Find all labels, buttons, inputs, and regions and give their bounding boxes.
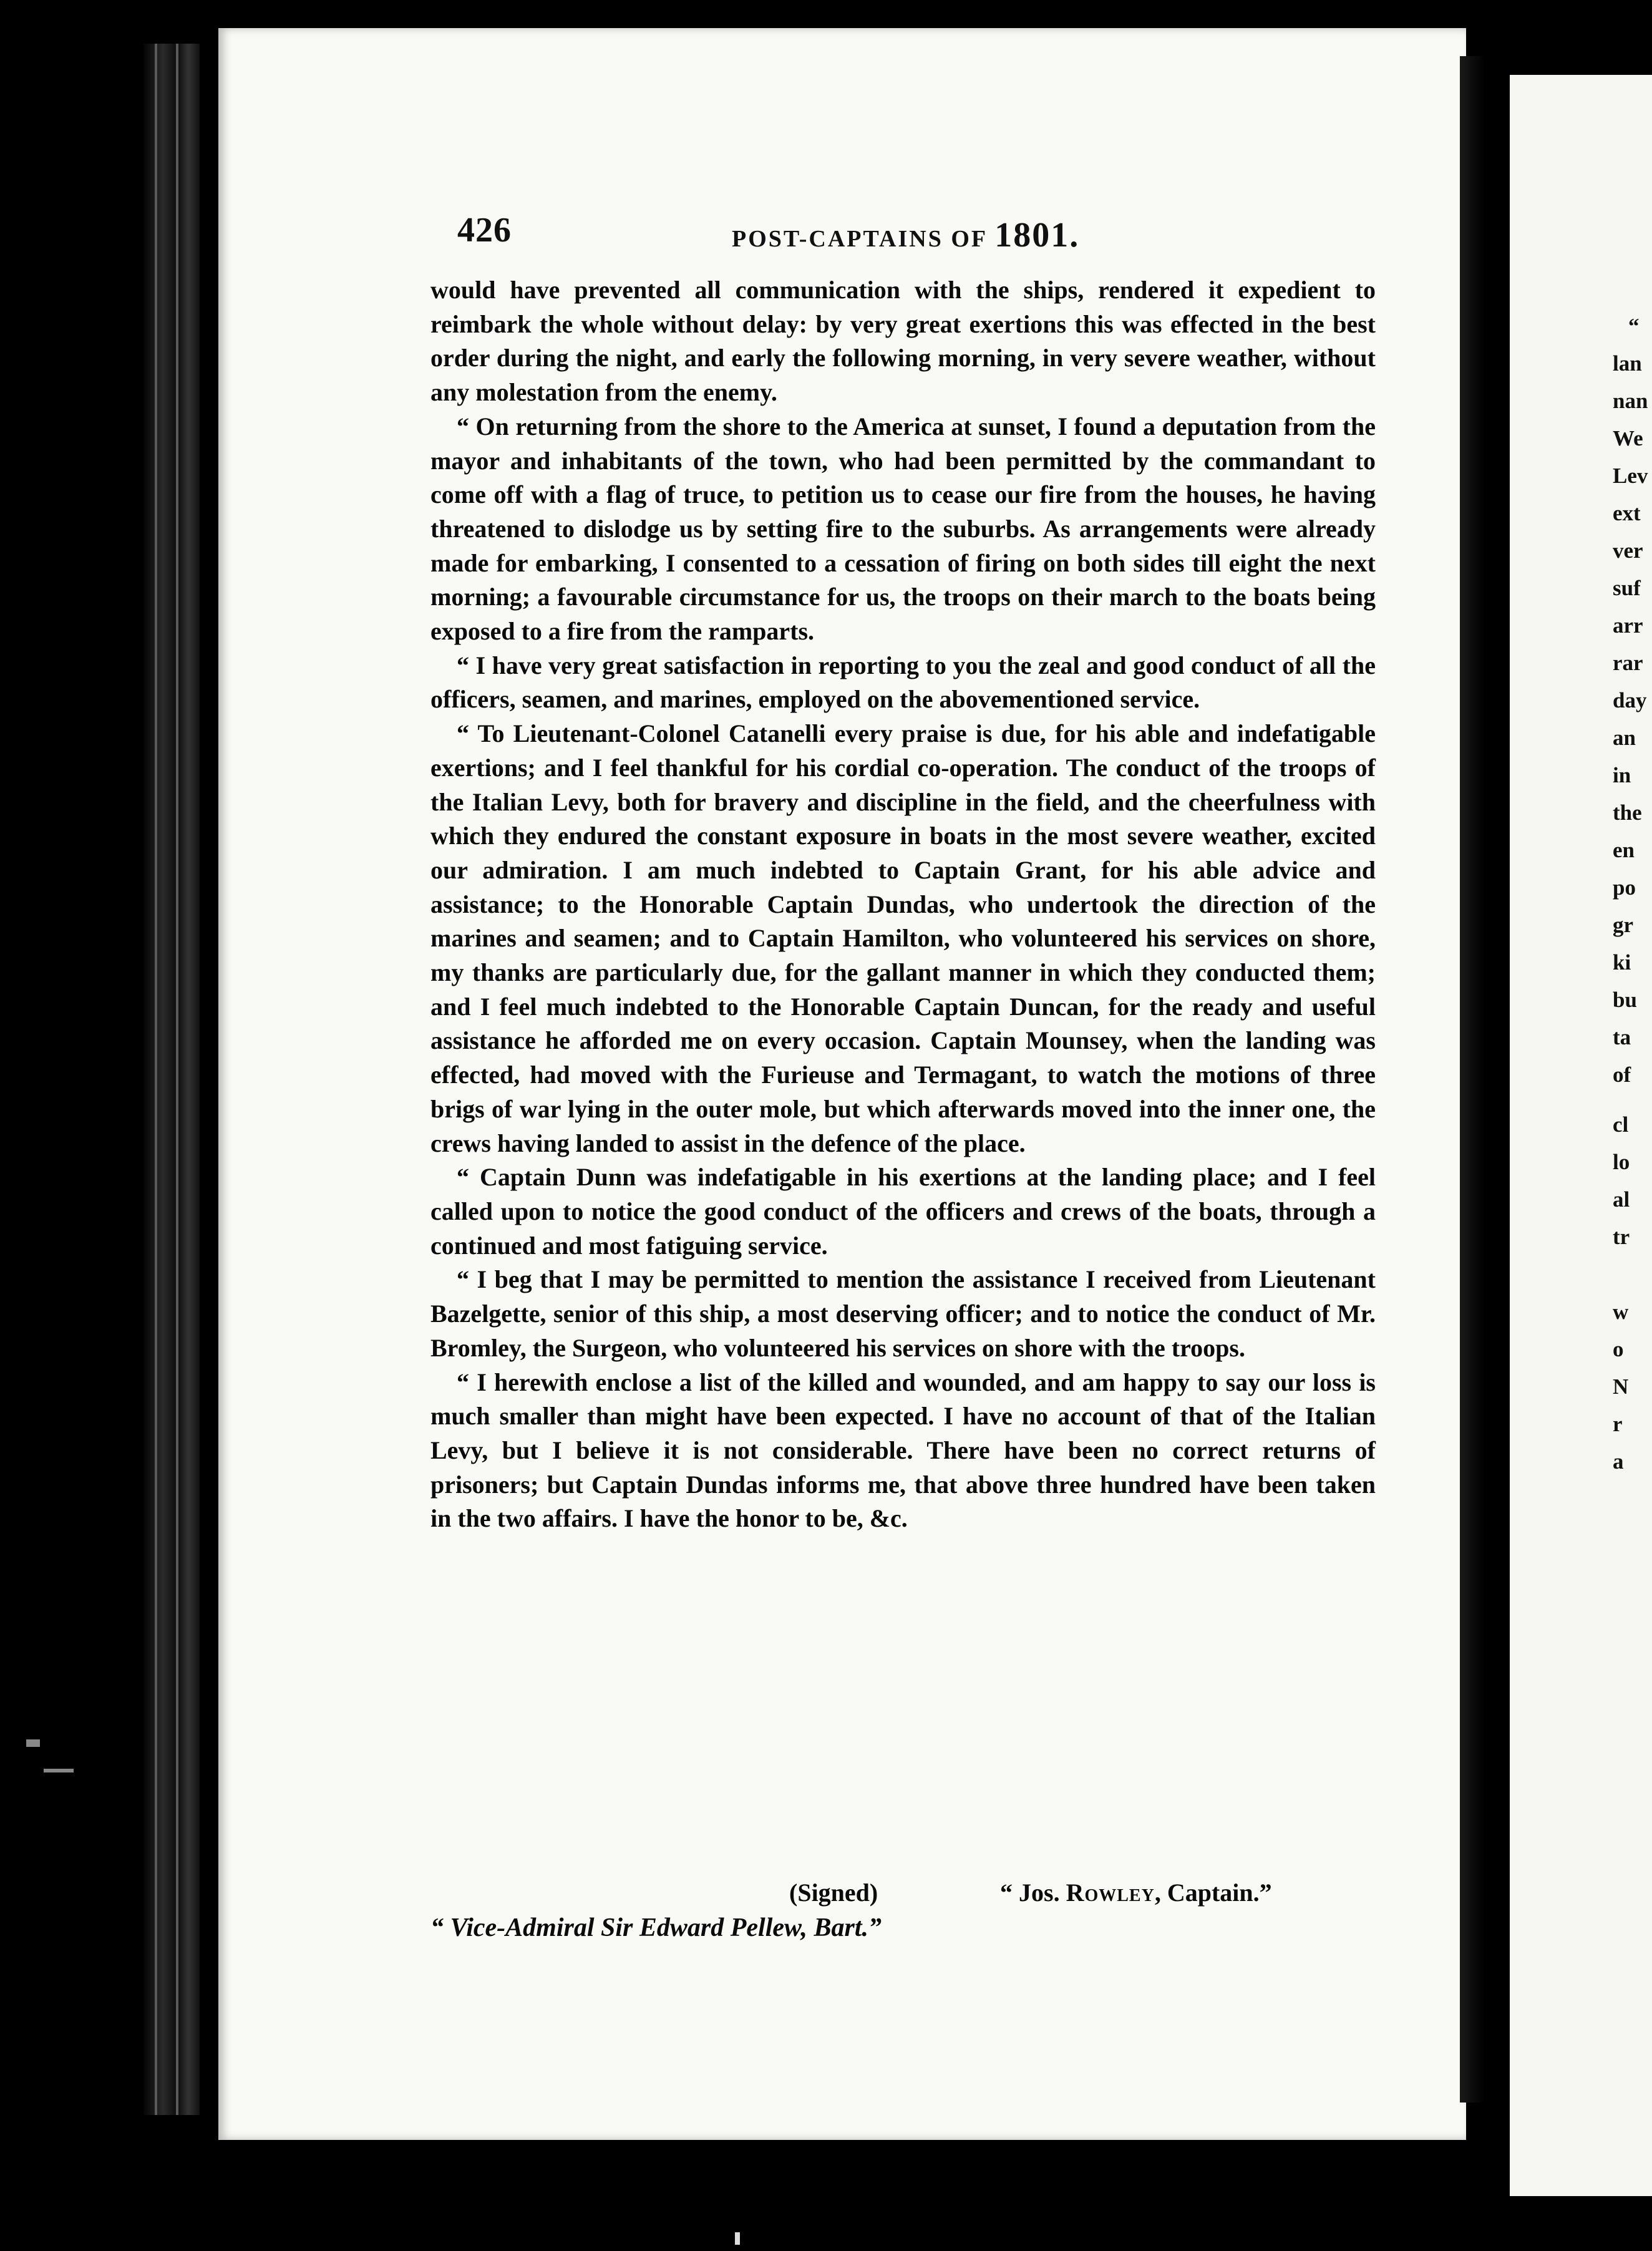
paragraph: would have prevented all communication with the ships, rendered it expedient to reimbark the whole without delay: by very great exertions this was effected in the best order during the night, and early the following morning, in very severe weather, without any molestation from the enemy. — [430, 276, 1376, 407]
facing-page-fragment: day — [1613, 688, 1647, 712]
facing-page-fragment: tr — [1613, 1225, 1630, 1249]
facing-page-fragment: r — [1613, 1412, 1623, 1436]
signatory-rank: , Captain.” — [1154, 1879, 1272, 1907]
facing-page-fragment: cl — [1613, 1112, 1629, 1137]
facing-page-fragment: in — [1613, 763, 1631, 787]
paragraph: “ I have very great satisfaction in reporting to you the zeal and good conduct of all the officers, seamen, and marines, employed on the abovementioned service. — [430, 651, 1376, 714]
facing-page-fragment: rar — [1613, 651, 1643, 675]
facing-page — [1510, 75, 1652, 2196]
facing-page-fragment: of — [1613, 1062, 1631, 1087]
facing-page-fragment: We — [1613, 426, 1643, 450]
gutter-shadow — [1460, 56, 1516, 2103]
facing-page-fragment: N — [1613, 1374, 1629, 1399]
facing-page-fragment: w — [1613, 1300, 1629, 1324]
paragraph: “ To Lieutenant-Colonel Catanelli every praise is due, for his able and indefatigable exertions; and I feel thankful for his cordial co-operation. The conduct of the troops of the Italian Levy, both for bravery and discipline in the field, and the cheerfulness with which they endured the constant exposure in boats in the most severe weather, excited our admiration. I am much indebted to Captain Grant, for his able advice and assistance; to the Honorable Captain Dundas, who undertook the direction of the marines and seamen; and to Captain Hamilton, who volunteered his services on shore, my thanks are particularly due, for the gallant manner in which they conducted them; and I feel much indebted to the Honorable Captain Duncan, for the ready and useful assistance he afforded me on every occasion. Captain Mounsey, when the landing was effected, had moved with the Furieuse and Termagant, to watch the motions of three brigs of war lying in the outer mole, but which afterwards moved into the inner one, the crews having landed to assist in the defence of the place. — [430, 719, 1376, 1157]
facing-page-fragment: lan — [1613, 351, 1642, 376]
book-left-edge — [143, 44, 200, 2115]
facing-page-fragment: nan — [1613, 389, 1648, 413]
facing-page-fragment: a — [1613, 1449, 1624, 1474]
facing-page-fragment: po — [1613, 875, 1636, 900]
addressee: “ Vice-Admiral Sir Edward Pellew, Bart.” — [430, 1913, 882, 1942]
facing-page-fragment: lo — [1613, 1150, 1630, 1174]
signatory — [1000, 1878, 1272, 1907]
facing-page-fragment: en — [1613, 838, 1635, 862]
running-title-text: POST-CAPTAINS OF — [732, 226, 995, 252]
facing-page-fragment: ta — [1613, 1025, 1631, 1049]
running-title — [732, 215, 1079, 255]
facing-page-fragment: “ — [1628, 314, 1640, 338]
facing-page-fragment: al — [1613, 1187, 1630, 1212]
running-title-year: 1801. — [994, 216, 1080, 255]
facing-page-fragment: ver — [1613, 538, 1643, 563]
page-number: 426 — [457, 211, 512, 250]
facing-page-fragment: ext — [1613, 501, 1641, 525]
scan-speck — [44, 1769, 74, 1772]
facing-page-fragment: arr — [1613, 613, 1643, 638]
signatory-surname: Rowley — [1066, 1879, 1155, 1907]
facing-page-fragment: an — [1613, 726, 1636, 750]
facing-page-fragment: o — [1613, 1337, 1624, 1361]
paragraph: “ I herewith enclose a list of the killed and wounded, and am happy to say our loss is much smaller than might have been expected. I have no account of that of the Italian Levy, but I believe it is not considerable. There have been no correct returns of prisoners; but Captain Dundas informs me, that above three hundred have been taken in the two affairs. I have the honor to be, &c. — [430, 1368, 1376, 1533]
paragraph: “ On returning from the shore to the America at sunset, I found a deputation from the mayor and inhabitants of the town, who had been permitted by the commandant to come off with a flag of truce, to petition us to cease our fire from the houses, he having threatened to dislodge us by setting fire to the suburbs. As arrangements were already made for embarking, I consented to a cessation of firing on both sides till eight the next morning; a favourable circumstance for us, the troops on their march to the boats being exposed to a fire from the ramparts. — [430, 412, 1376, 646]
paragraph: “ I beg that I may be permitted to mention the assistance I received from Lieutenant Bazelgette, senior of this ship, a most deserving officer; and to notice the conduct of Mr. Bromley, the Surgeon, who volunteered his services on shore with the troops. — [430, 1265, 1376, 1362]
page-edge-line — [155, 44, 157, 2115]
facing-page-fragment: ki — [1613, 950, 1631, 975]
scan-speck — [26, 1739, 40, 1747]
page-edge-line — [176, 44, 178, 2115]
facing-page-fragment: the — [1613, 800, 1642, 825]
paragraph: “ Captain Dunn was indefatigable in his exertions at the landing place; and I feel called upon to notice the good conduct of the officers and crews of the boats, through a continued and most fatiguing service. — [430, 1163, 1376, 1260]
facing-page-fragment: suf — [1613, 576, 1641, 600]
page-header — [457, 210, 1368, 255]
signatory-name: “ Jos. — [1000, 1879, 1066, 1907]
facing-page-fragment: Lev — [1613, 464, 1648, 488]
scan-speck — [735, 2232, 740, 2245]
facing-page-fragment: bu — [1613, 988, 1637, 1012]
signed-label: (Signed) — [789, 1879, 878, 1907]
body-text — [430, 273, 1376, 1536]
facing-page-fragment: gr — [1613, 913, 1634, 937]
